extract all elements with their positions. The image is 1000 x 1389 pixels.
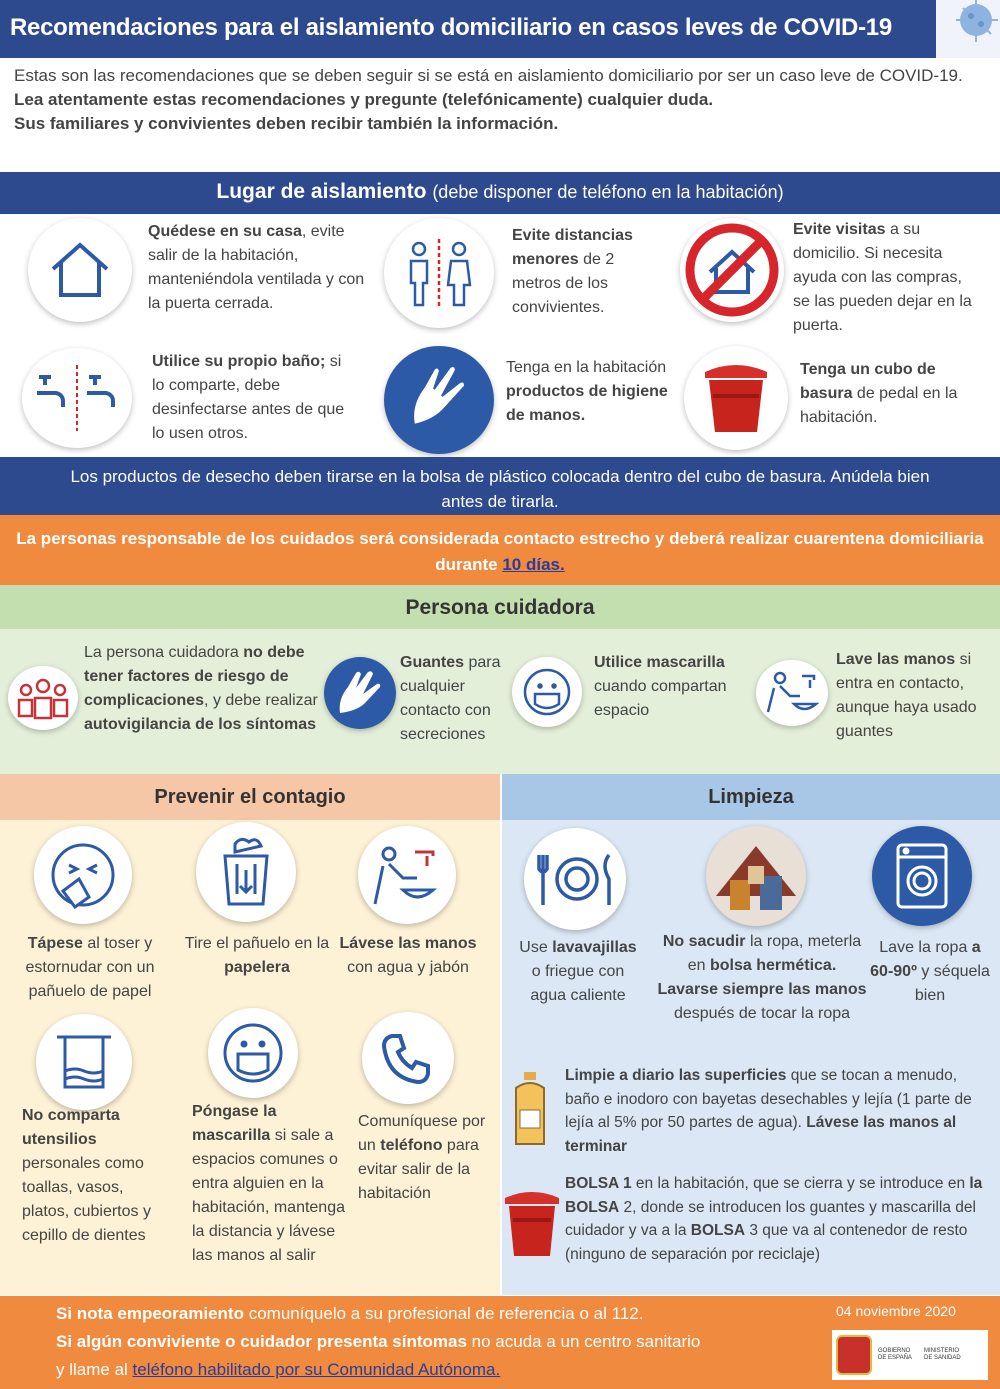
trash-bin-icon	[684, 346, 788, 450]
wash-hands-icon	[358, 826, 456, 924]
limpieza-item-3: Lave la ropa a 60-90º y séquela bien	[870, 939, 990, 1004]
page-title: Recomendaciones para el aislamiento domiciliario en casos leves de COVID-19	[0, 0, 936, 58]
prevenir-item-3: Lávese las manos con agua y jabón	[339, 935, 477, 976]
intro-line3: Sus familiares y convivientes deben recibir también la información.	[14, 114, 559, 133]
hand-hygiene-icon	[384, 346, 494, 454]
cuarentena-note: La personas responsable de los cuidados será considerada contacto estrecho y deberá realizar cuarentena domiciliaria durante 10 días.	[0, 515, 1000, 585]
gloves-icon	[324, 657, 396, 729]
gobierno-logo	[832, 1330, 988, 1380]
cuidadora-item-4: Lave las manos si entra en contacto, aunque haya usado guantes	[836, 651, 977, 740]
cuidadora-title: Persona cuidadora	[0, 585, 1000, 629]
washing-machine-icon	[872, 826, 972, 926]
prevenir-item-2: Tire el pañuelo en la papelera	[184, 935, 330, 976]
phone-icon	[362, 1012, 454, 1104]
cuidadora-item-3: Utilice mascarilla cuando compartan espacio	[594, 654, 727, 719]
house-icon	[28, 218, 132, 322]
limpieza-item-1: Use lavavajillas o friegue con agua caliente	[519, 939, 637, 1004]
limpieza-item-2: No sacudir la ropa, meterla en bolsa hermética. Lavarse siempre las manos después de tocar la ropa	[657, 933, 867, 1022]
ministerio-label: MINISTERIO DE SANIDAD	[924, 1348, 961, 1361]
bleach-bottle-icon	[502, 1068, 558, 1152]
handwash-icon	[756, 660, 828, 726]
coat-of-arms-icon	[836, 1335, 872, 1375]
towel-icon	[36, 1014, 132, 1110]
superficies-note: Limpie a diario las superficies que se tocan a menudo, baño e inodoro con bayetas desechables y lejía (1 parte de lejía al 5% por 50 partes de agua). Lávese las manos al terminar	[565, 1067, 972, 1155]
cuidadora-item-2: Guantes para cualquier contacto con secreciones	[400, 654, 501, 743]
telefono-link[interactable]: teléfono habilitado por su Comunidad Autónoma.	[132, 1360, 501, 1379]
prevenir-item-6: Comuníquese por un teléfono para evitar salir de la habitación	[358, 1113, 486, 1202]
group-icon	[8, 666, 78, 730]
lugar-title: Lugar de aislamiento	[216, 180, 427, 203]
distance-people-icon	[384, 218, 494, 328]
date-label: 04 noviembre 2020	[836, 1303, 956, 1319]
bin-tissue-icon	[196, 822, 296, 922]
face-mask-icon	[208, 1008, 298, 1098]
no-visits-icon	[680, 218, 784, 322]
lugar-item-5: Tenga en la habitación productos de higiene de manos.	[506, 359, 668, 424]
lugar-header	[0, 172, 1000, 214]
prevenir-item-4: No comparta utensilios personales como toallas, vasos, platos, cubiertos y cepillo de dientes	[22, 1107, 151, 1244]
lugar-item-3: Evite visitas a su domicilio. Si necesita ayuda con las compras, se las pueden dejar en la puerta.	[793, 221, 972, 334]
desecho-note: Los productos de desecho deben tirarse en la bolsa de plástico colocada dentro del cubo de basura. Anúdela bien antes de tirarla.	[0, 457, 1000, 515]
footer: Si nota empeoramiento comuníquelo a su profesional de referencia o al 112. Si algún conviviente o cuidador presenta síntomas no acuda a un centro sanitario y llame al teléfono habilitado por su Comunidad Autónoma.	[0, 1296, 1000, 1389]
cuarentena-link[interactable]: 10 días.	[502, 555, 565, 574]
lugar-subtitle: (debe disponer de teléfono en la habitación)	[432, 182, 784, 202]
lugar-item-4: Utilice su propio baño; si lo comparte, debe desinfectarse antes de que lo usen otros.	[152, 353, 345, 442]
limpieza-title: Limpieza	[502, 774, 1000, 820]
cuidadora-item-1: La persona cuidadora no debe tener factores de riesgo de complicaciones, y debe realizar autovigilancia de los síntomas	[84, 644, 318, 733]
laundry-photo-icon	[706, 826, 806, 926]
gobierno-label: GOBIERNO DE ESPAÑA	[878, 1348, 912, 1361]
bolsa-note: BOLSA 1 en la habitación, que se cierra y se introduce en la BOLSA 2, donde se introducen los guantes y mascarilla del cuidador y va a la BOLSA 3 que va al contenedor de resto (ninguno de separación por reciclaje)	[565, 1175, 983, 1263]
red-bin-icon	[502, 1186, 562, 1260]
intro-line1: Estas son las recomendaciones que se deben seguir si se está en aislamiento domiciliario por ser un caso leve de COVID-19.	[14, 66, 963, 85]
lugar-item-1: Quédese en su casa, evite salir de la habitación, manteniéndola ventilada y con la puerta cerrada.	[148, 223, 365, 312]
virus-icon	[936, 0, 1000, 58]
intro	[14, 64, 984, 136]
prevenir-item-1: Tápese al toser y estornudar con un pañuelo de papel	[25, 935, 155, 1000]
taps-icon	[22, 348, 132, 448]
mask-icon	[512, 657, 582, 727]
lugar-item-6: Tenga un cubo de basura de pedal en la habitación.	[800, 361, 958, 426]
lugar-item-2: Evite distancias menores de 2 metros de los convivientes.	[512, 227, 633, 316]
intro-line2: Lea atentamente estas recomendaciones y pregunte (telefónicamente) cualquier duda.	[14, 90, 714, 109]
sneeze-icon	[34, 826, 132, 924]
prevenir-item-5: Póngase la mascarilla si sale a espacios comunes o entra alguien en la habitación, mantenga la distancia y lávese las manos al salir	[192, 1103, 345, 1264]
plate-cutlery-icon	[524, 828, 626, 930]
prevenir-title: Prevenir el contagio	[0, 774, 500, 820]
